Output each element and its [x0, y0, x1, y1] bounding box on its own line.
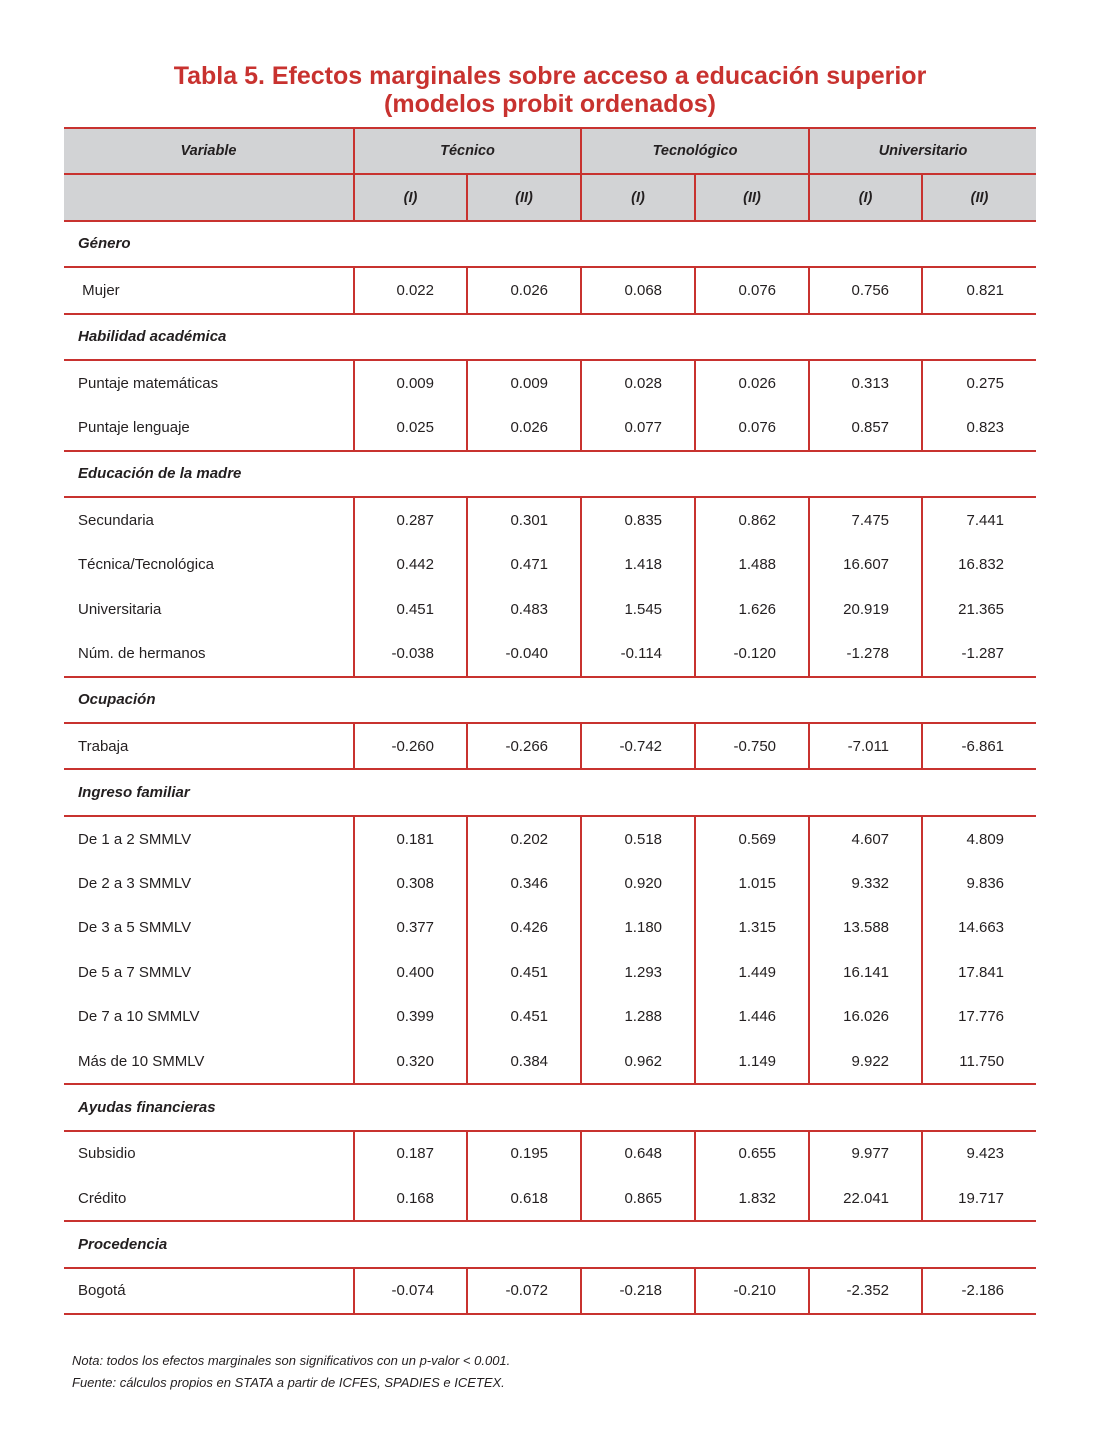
- table-cell: 0.377: [354, 906, 467, 950]
- table-cell: -0.218: [581, 1268, 695, 1314]
- table-cell: 16.141: [809, 950, 922, 994]
- header-model: (II): [467, 174, 581, 220]
- table-cell: 0.026: [695, 360, 809, 405]
- header-model: (II): [695, 174, 809, 220]
- row-label: Crédito: [64, 1176, 354, 1221]
- row-label: Trabaja: [64, 723, 354, 769]
- table-cell: 0.451: [467, 950, 581, 994]
- table-cell: 19.717: [922, 1176, 1036, 1221]
- section-title: Ayudas financieras: [64, 1084, 1036, 1130]
- row-label: Universitaria: [78, 600, 162, 618]
- header-model: (I): [581, 174, 695, 220]
- table-cell: 1.446: [695, 994, 809, 1038]
- section-header-row: [64, 314, 1036, 360]
- table-row: [64, 994, 1036, 1038]
- table-cell: 0.026: [467, 405, 581, 450]
- table-cell: -0.038: [354, 631, 467, 676]
- table-cell: 0.384: [467, 1039, 581, 1084]
- row-label: De 3 a 5 SMMLV: [78, 919, 192, 937]
- table-cell: 0.857: [809, 405, 922, 450]
- row-label: Técnica/Tecnológica: [78, 556, 214, 574]
- table-cell: 14.663: [922, 906, 1036, 950]
- table-cell: 0.451: [354, 587, 467, 631]
- table-cell: 0.025: [354, 405, 467, 450]
- table-cell: 7.475: [809, 497, 922, 542]
- section-header-row: [64, 677, 1036, 723]
- section-title: Ingreso familiar: [64, 769, 1036, 815]
- table-cell: 9.423: [922, 1131, 1036, 1176]
- table-cell: 0.028: [581, 360, 695, 405]
- table-cell: 9.922: [809, 1039, 922, 1084]
- table-cell: 21.365: [922, 587, 1036, 631]
- table-cell: 0.076: [695, 267, 809, 313]
- header-model: (I): [354, 174, 467, 220]
- table-row: [64, 360, 1036, 405]
- table-row: [64, 267, 1036, 313]
- table-cell: 0.400: [354, 950, 467, 994]
- table-cell: -1.278: [809, 631, 922, 676]
- table-cell: 0.022: [354, 267, 467, 313]
- table-cell: 0.026: [467, 267, 581, 313]
- table-cell: 0.655: [695, 1131, 809, 1176]
- table-cell: 16.832: [922, 543, 1036, 587]
- row-label: Subsidio: [78, 1145, 136, 1163]
- table-cell: 0.275: [922, 360, 1036, 405]
- table-cell: 0.920: [581, 861, 695, 905]
- header-model: (II): [922, 174, 1036, 220]
- table-cell: 0.569: [695, 816, 809, 861]
- table-cell: 0.471: [467, 543, 581, 587]
- table-cell: -6.861: [922, 723, 1036, 769]
- table-cell: -0.072: [467, 1268, 581, 1314]
- table-cell: 0.426: [467, 906, 581, 950]
- row-label: De 2 a 3 SMMLV: [78, 874, 192, 892]
- table-cell: 4.809: [922, 816, 1036, 861]
- table-row: [64, 861, 1036, 905]
- table-cell: 0.483: [467, 587, 581, 631]
- table-cell: 9.836: [922, 861, 1036, 905]
- table-cell: 1.180: [581, 906, 695, 950]
- table-cell: 1.315: [695, 906, 809, 950]
- table-cell: 0.202: [467, 816, 581, 861]
- section-header-row: [64, 451, 1036, 497]
- table-cell: 0.865: [581, 1176, 695, 1221]
- table-cell: -0.750: [695, 723, 809, 769]
- table-body: [64, 128, 1036, 1314]
- table-cell: 0.346: [467, 861, 581, 905]
- section-header-row: [64, 769, 1036, 815]
- table-cell: -0.210: [695, 1268, 809, 1314]
- table-cell: 1.418: [581, 543, 695, 587]
- row-label: Puntaje lenguaje: [64, 405, 354, 450]
- table-cell: 0.168: [354, 1176, 467, 1221]
- row-label: De 5 a 7 SMMLV: [78, 963, 192, 981]
- section-title: Ocupación: [64, 677, 1036, 723]
- section-header-row: [64, 1084, 1036, 1130]
- table-row: [64, 1039, 1036, 1084]
- title-line-1: Tabla 5. Efectos marginales sobre acceso a educación superior: [173, 62, 927, 90]
- header-row-models: [64, 174, 1036, 220]
- table-cell: 22.041: [809, 1176, 922, 1221]
- table-cell: 16.607: [809, 543, 922, 587]
- table-cell: 1.293: [581, 950, 695, 994]
- section-header-row: [64, 1221, 1036, 1267]
- table-row: [64, 816, 1036, 861]
- table-cell: 20.919: [809, 587, 922, 631]
- table-cell: 13.588: [809, 906, 922, 950]
- header-group-tecnico: Técnico: [354, 128, 581, 174]
- row-label: Puntaje matemáticas: [78, 374, 219, 392]
- table-cell: 0.821: [922, 267, 1036, 313]
- table-cell: 0.756: [809, 267, 922, 313]
- row-label: Más de 10 SMMLV: [64, 1039, 354, 1084]
- table-cell: 1.832: [695, 1176, 809, 1221]
- table-row: [64, 497, 1036, 542]
- table-row: [64, 1176, 1036, 1221]
- row-label: Mujer: [64, 267, 354, 313]
- table-row: [64, 405, 1036, 450]
- table-cell: -0.040: [467, 631, 581, 676]
- table-row: [64, 723, 1036, 769]
- table-cell: 0.518: [581, 816, 695, 861]
- table-cell: 17.841: [922, 950, 1036, 994]
- table-cell: 0.399: [354, 994, 467, 1038]
- table-cell: 1.015: [695, 861, 809, 905]
- table-row: [64, 543, 1036, 587]
- table-cell: 0.320: [354, 1039, 467, 1084]
- row-label: Núm. de hermanos: [64, 631, 354, 676]
- table-cell: 0.313: [809, 360, 922, 405]
- table-row: [64, 1268, 1036, 1314]
- results-table: [64, 127, 1036, 1315]
- table-cell: 1.488: [695, 543, 809, 587]
- table-cell: -0.266: [467, 723, 581, 769]
- table-cell: 0.442: [354, 543, 467, 587]
- table-cell: 16.026: [809, 994, 922, 1038]
- table-row: [64, 631, 1036, 676]
- table-cell: 0.187: [354, 1131, 467, 1176]
- table-cell: 0.835: [581, 497, 695, 542]
- table-cell: 0.301: [467, 497, 581, 542]
- section-title: Educación de la madre: [64, 451, 1036, 497]
- header-group-universitario: Universitario: [809, 128, 1036, 174]
- table-cell: -7.011: [809, 723, 922, 769]
- table-cell: 1.449: [695, 950, 809, 994]
- table-cell: -0.074: [354, 1268, 467, 1314]
- table-cell: 0.618: [467, 1176, 581, 1221]
- table-cell: -1.287: [922, 631, 1036, 676]
- table-cell: 0.077: [581, 405, 695, 450]
- header-row-groups: [64, 128, 1036, 174]
- section-title: Género: [64, 221, 1036, 267]
- table-cell: 0.308: [354, 861, 467, 905]
- table-cell: -2.352: [809, 1268, 922, 1314]
- row-label: De 7 a 10 SMMLV: [78, 1008, 200, 1026]
- row-label: De 1 a 2 SMMLV: [78, 830, 192, 848]
- table-cell: 0.962: [581, 1039, 695, 1084]
- table-cell: 9.332: [809, 861, 922, 905]
- table-cell: 0.823: [922, 405, 1036, 450]
- title-line-2: (modelos probit ordenados): [384, 90, 716, 118]
- header-model: (I): [809, 174, 922, 220]
- section-header-row: [64, 221, 1036, 267]
- table-row: [64, 906, 1036, 950]
- table-cell: -2.186: [922, 1268, 1036, 1314]
- table-cell: 1.545: [581, 587, 695, 631]
- table-cell: 0.287: [354, 497, 467, 542]
- table-notes: [72, 1350, 510, 1394]
- table-cell: 0.076: [695, 405, 809, 450]
- table-row: [64, 950, 1036, 994]
- table-row: [64, 587, 1036, 631]
- header-blank: [64, 174, 354, 220]
- table-row: [64, 1131, 1036, 1176]
- table-cell: 0.451: [467, 994, 581, 1038]
- table-cell: 1.626: [695, 587, 809, 631]
- table-cell: 9.977: [809, 1131, 922, 1176]
- table-cell: -0.742: [581, 723, 695, 769]
- header-group-tecnologico: Tecnológico: [581, 128, 809, 174]
- table-cell: -0.114: [581, 631, 695, 676]
- table-cell: 0.648: [581, 1131, 695, 1176]
- table-cell: 0.009: [467, 360, 581, 405]
- section-title: Procedencia: [64, 1221, 1036, 1267]
- table-cell: 0.195: [467, 1131, 581, 1176]
- table-cell: 7.441: [922, 497, 1036, 542]
- table-cell: -0.260: [354, 723, 467, 769]
- table-cell: 1.149: [695, 1039, 809, 1084]
- row-label: Secundaria: [78, 511, 154, 529]
- source-text: Fuente: cálculos propios en STATA a partir de ICFES, SPADIES e ICETEX.: [72, 1375, 505, 1390]
- table-cell: 4.607: [809, 816, 922, 861]
- table-cell: 1.288: [581, 994, 695, 1038]
- table-cell: 0.009: [354, 360, 467, 405]
- note-text: Nota: todos los efectos marginales son significativos con un p-valor < 0.001.: [72, 1353, 511, 1368]
- table-cell: -0.120: [695, 631, 809, 676]
- section-title: Habilidad académica: [64, 314, 1036, 360]
- table-title: [0, 62, 1100, 118]
- table-cell: 0.862: [695, 497, 809, 542]
- table-cell: 0.181: [354, 816, 467, 861]
- table-cell: 11.750: [922, 1039, 1036, 1084]
- row-label: Bogotá: [64, 1268, 354, 1314]
- table-cell: 17.776: [922, 994, 1036, 1038]
- table-cell: 0.068: [581, 267, 695, 313]
- header-variable: Variable: [64, 128, 354, 174]
